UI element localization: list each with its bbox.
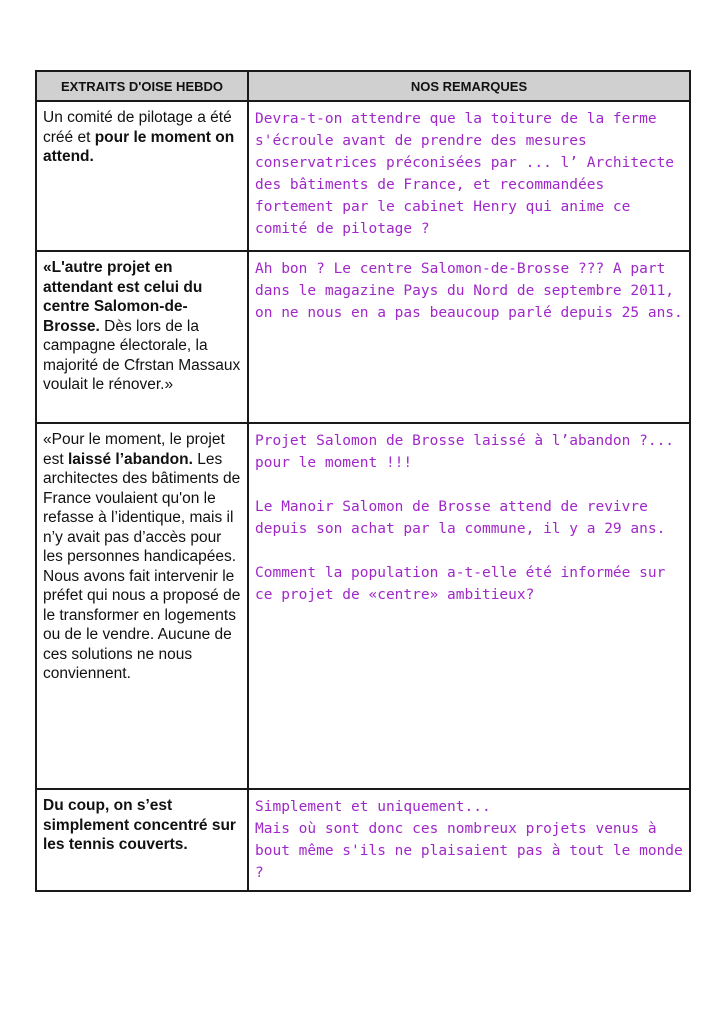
remark-text: Ah bon ? Le centre Salomon-de-Brosse ??? A part dans le magazine Pays du Nord de septembre 2011, on ne nous en a pas beaucoup parlé depuis 25 ans.	[255, 261, 683, 321]
extract-text-bold: pour le moment on attend.	[43, 128, 235, 165]
extract-cell	[36, 423, 248, 789]
remark-cell	[248, 251, 690, 423]
extract-text-bold: laissé l’abandon.	[67, 450, 193, 468]
extract-text-bold: Du coup, on s’est simplement concentré sur les tennis couverts.	[43, 797, 236, 853]
comparison-table	[35, 70, 691, 892]
header-row	[36, 71, 690, 101]
remark-text: Comment la population a-t-elle été informée sur ce projet de «centre» ambitieux?	[255, 565, 666, 603]
remark-cell	[248, 789, 690, 891]
header-remarks: NOS REMARQUES	[248, 71, 690, 101]
remark-text: Devra-t-on attendre que la toiture de la ferme s'écroule avant de prendre des mesures conservatrices préconisées par ... l’ Architecte des bâtiments de France, et recommandées fortement par le cabinet Henry qui anime ce comité de pilotage ?	[255, 111, 675, 237]
table-row	[36, 789, 690, 891]
extract-cell	[36, 789, 248, 891]
extract-text: Dès lors de la campagne électorale, la majorité de Cfrstan Massaux voulait le rénover.»	[43, 317, 241, 393]
table-row	[36, 251, 690, 423]
extract-text: «Pour le moment, le projet est	[43, 431, 225, 468]
header-extracts: EXTRAITS D'OISE HEBDO	[36, 71, 248, 101]
table-row	[36, 101, 690, 251]
remark-cell	[248, 101, 690, 251]
extract-cell	[36, 251, 248, 423]
extract-cell	[36, 101, 248, 251]
table-row	[36, 423, 690, 789]
extract-text-bold: «L'autre projet en attendant est celui du centre Salomon-de-Brosse.	[43, 259, 203, 335]
remark-text: Projet Salomon de Brosse laissé à l’abandon ?... pour le moment !!!	[255, 433, 675, 471]
remark-text: Simplement et uniquement...	[255, 799, 491, 815]
remark-text: Mais où sont donc ces nombreux projets venus à bout même s'ils ne plaisaient pas à tout le monde ?	[255, 821, 683, 881]
remark-text: Le Manoir Salomon de Brosse attend de revivre depuis son achat par la commune, il y a 29 ans.	[255, 499, 666, 537]
extract-text: Les architectes des bâtiments de France voulaient qu'on le refasse à l’identique, mais il n’y avait pas d’accès pour les personnes handicapées. Nous avons fait intervenir le préfet qui nous a proposé de le transformer en logements ou de le vendre. Aucune de ces solutions ne nous conviennent.	[43, 450, 241, 682]
extract-text: Un comité de pilotage a été créé et	[43, 109, 232, 146]
remark-cell	[248, 423, 690, 789]
